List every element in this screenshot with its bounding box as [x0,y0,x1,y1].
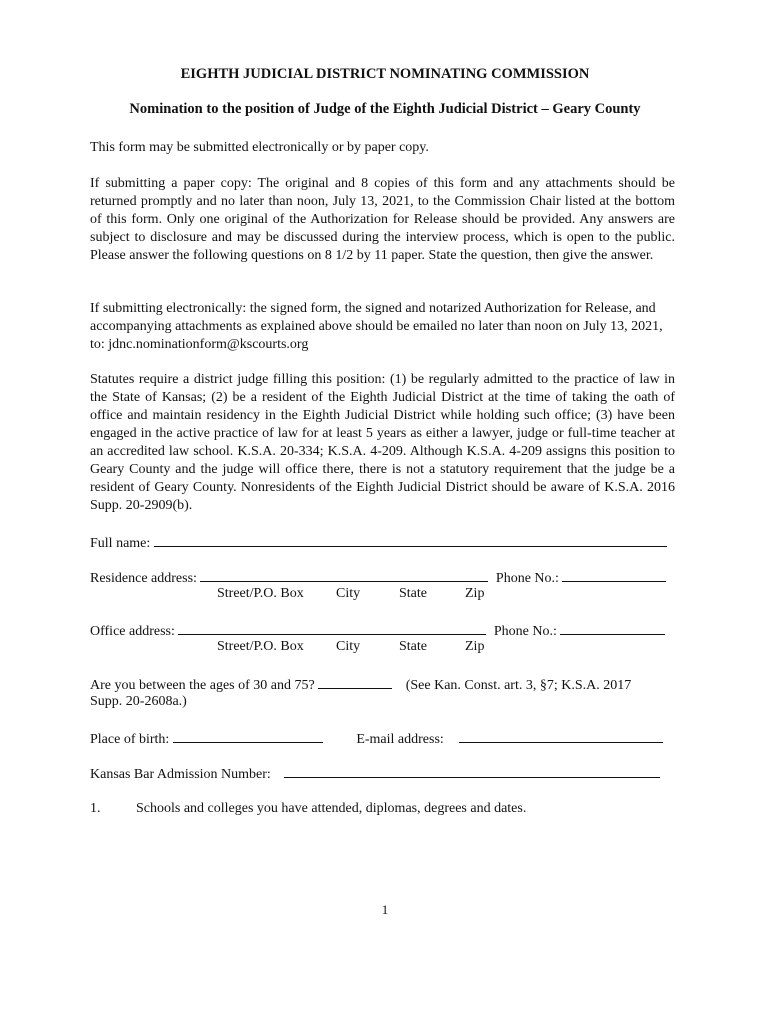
residence-state-caption: State [399,586,427,601]
question-number: 1. [90,801,101,816]
office-phone-input[interactable] [560,621,665,635]
place-of-birth-input[interactable] [173,729,323,743]
full-name-label: Full name: [90,536,151,551]
place-of-birth-label: Place of birth: [90,732,170,747]
office-phone-label: Phone No.: [493,624,557,639]
document-title: EIGHTH JUDICIAL DISTRICT NOMINATING COMMISSION [180,66,590,82]
office-address-row [90,621,665,641]
age-question-row [90,675,631,695]
birth-email-row [90,729,663,749]
bar-number-input[interactable] [284,764,660,778]
intro-paragraph: This form may be submitted electronically or by paper copy. [90,140,429,155]
bar-number-row [90,764,660,784]
office-address-input[interactable] [178,621,486,635]
document-subtitle: Nomination to the position of Judge of the Eighth Judicial District – Geary County [129,101,641,117]
statutes-paragraph: Statutes require a district judge filling this position: (1) be regularly admitted to the practice of law in the State of Kansas; (2) be a resident of the Eighth Judicial District at the time of taking the oath of office and maintain residency in the Eighth Judicial District while holding such office; (3) have been engaged in the active practice of law for at least 5 years as either a lawyer, judge or full-time teacher at an accredited law school. K.S.A. 20-334; K.S.A. 4-209. Although K.S.A. 4-209 assigns this position to Geary County and the judge will office there, there is not a statutory requirement that the judge be a resident of Geary County. Nonresidents of the Eighth Judicial District should be aware of K.S.A. 2016 Supp. 20-2909(b). [90,372,675,513]
residence-address-input[interactable] [200,568,488,582]
age-note-line-2: Supp. 20-2608a.) [90,694,187,709]
page-number: 1 [381,902,389,917]
electronic-paragraph: If submitting electronically: the signed form, the signed and notarized Authorization for Release, and accompanying attachments as explained above should be emailed no later than noon on July 13, 2021, to: jdnc.nominationform@kscourts.org [90,301,663,352]
residence-zip-caption: Zip [465,586,485,601]
email-label: E-mail address: [356,732,444,747]
residence-phone-input[interactable] [562,568,666,582]
office-zip-caption: Zip [465,639,485,654]
question-text: Schools and colleges you have attended, diplomas, degrees and dates. [136,801,527,816]
age-question-label: Are you between the ages of 30 and 75? [90,678,315,693]
residence-city-caption: City [336,586,361,601]
bar-number-label: Kansas Bar Admission Number: [90,767,271,782]
age-answer-input[interactable] [318,675,392,689]
residence-phone-label: Phone No.: [495,571,559,586]
full-name-row [90,533,667,553]
age-note-line-1: (See Kan. Const. art. 3, §7; K.S.A. 2017 [405,678,632,693]
full-name-input[interactable] [154,533,667,547]
residence-address-row [90,568,666,588]
office-address-label: Office address: [90,624,175,639]
paper-copy-paragraph: If submitting a paper copy: The original and 8 copies of this form and any attachments should be returned promptly and no later than noon, July 13, 2021, to the Commission Chair listed at the bottom of this form. Only one original of the Authorization for Release should be provided. Any answers are subject to disclosure and may be discussed during the interview process, which is open to the public. Please answer the following questions on 8 1/2 by 11 paper. State the question, then give the answer. [90,176,675,263]
residence-address-label: Residence address: [90,571,197,586]
office-city-caption: City [336,639,361,654]
email-input[interactable] [459,729,663,743]
residence-street-caption: Street/P.O. Box [217,586,304,601]
office-street-caption: Street/P.O. Box [217,639,304,654]
office-state-caption: State [399,639,427,654]
